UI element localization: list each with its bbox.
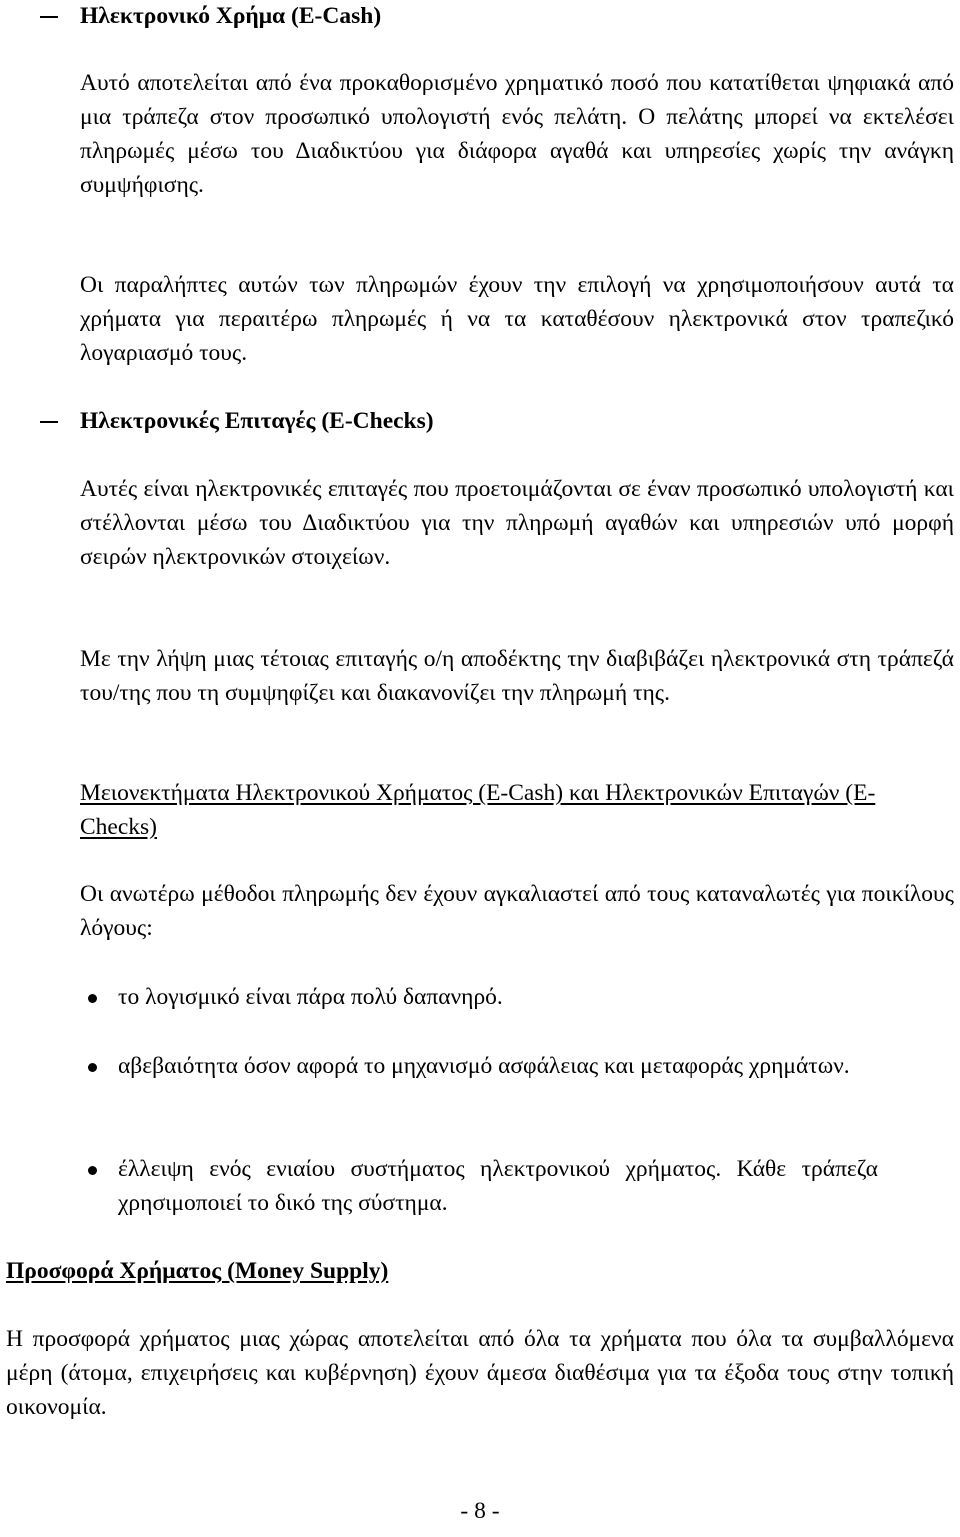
page-number: - 8 - — [460, 1498, 500, 1524]
bullet-dot — [88, 1063, 97, 1072]
money-supply-paragraph: Η προσφορά χρήματος μιας χώρας αποτελείται από όλα τα χρήματα που όλα τα συμβαλλόμενα μέρη (άτομα, επιχειρήσεις και κυβέρνηση) έχουν άμεσα διαθέσιμα για τα έξοδα τους στην τοπική οικονομία. — [6, 1326, 954, 1420]
money-supply-heading: Προσφορά Χρήματος (Money Supply) — [6, 1258, 389, 1284]
bullet-dot — [88, 1166, 97, 1175]
echecks-paragraph-1: Αυτές είναι ηλεκτρονικές επιταγές που προετοιμάζονται σε έναν προσωπικό υπολογιστή και στέλλονται μέσω του Διαδικτύου για την πληρωμή αγαθών και υπηρεσιών υπό μορφή σειρών ηλεκτρονικών στοιχείων. — [80, 476, 954, 570]
disadvantages-intro: Οι ανωτέρω μέθοδοι πληρωμής δεν έχουν αγκαλιαστεί από τους καταναλωτές για ποικίλους λόγους: — [80, 881, 954, 941]
disadvantages-heading: Μειονεκτήματα Ηλεκτρονικού Χρήματος (E-Cash) και Ηλεκτρονικών Επιταγών (E-Checks) — [80, 780, 876, 840]
ecash-paragraph-2: Οι παραλήπτες αυτών των πληρωμών έχουν την επιλογή να χρησιμοποιήσουν αυτά τα χρήματα για περαιτέρω πληρωμές ή να τα καταθέσουν ηλεκτρονικά στον τραπεζικό λογαριασμό τους. — [80, 272, 954, 366]
disadvantage-item: το λογισμικό είναι πάρα πολύ δαπανηρό. — [118, 984, 503, 1010]
dash-bullet — [40, 421, 58, 423]
echecks-paragraph-2: Με την λήψη μιας τέτοιας επιταγής ο/η αποδέκτης την διαβιβάζει ηλεκτρονικά στη τράπεζά του/της που τη συμψηφίζει και διακανονίζει την πληρωμή της. — [80, 646, 954, 706]
disadvantage-item: έλλειψη ενός ενιαίου συστήματος ηλεκτρονικού χρήματος. Κάθε τράπεζα χρησιμοποιεί το δικό της σύστημα. — [118, 1156, 878, 1216]
ecash-heading: Ηλεκτρονικό Χρήμα (E-Cash) — [80, 3, 382, 29]
ecash-paragraph-1: Αυτό αποτελείται από ένα προκαθορισμένο χρηματικό ποσό που κατατίθεται ψηφιακά από μια τράπεζα στον προσωπικό υπολογιστή ενός πελάτη. Ο πελάτης μπορεί να εκτελέσει πληρωμές μέσω του Διαδικτύου για διάφορα αγαθά και υπηρεσίες χωρίς την ανάγκη συμψήφισης. — [80, 70, 954, 198]
disadvantage-item: αβεβαιότητα όσον αφορά το μηχανισμό ασφάλειας και μεταφοράς χρημάτων. — [118, 1053, 850, 1079]
dash-bullet — [40, 16, 58, 18]
echecks-heading: Ηλεκτρονικές Επιταγές (E-Checks) — [80, 408, 434, 434]
bullet-dot — [88, 994, 97, 1003]
